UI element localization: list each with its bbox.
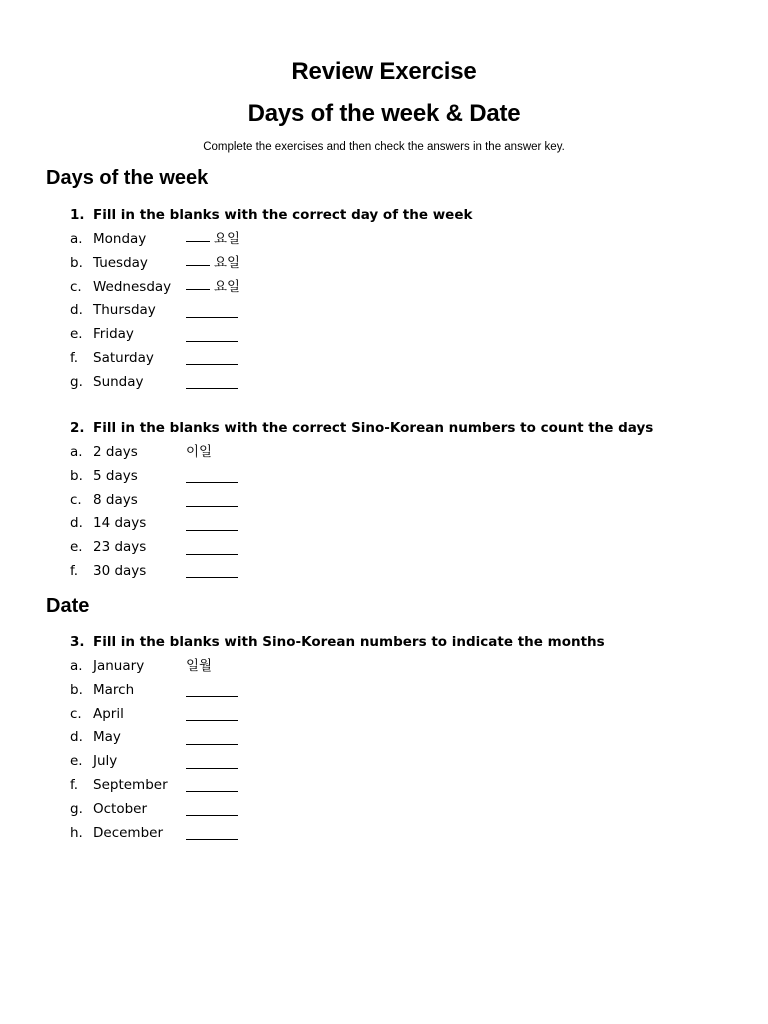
answer-blank[interactable] bbox=[186, 468, 238, 483]
item-letter: e. bbox=[70, 539, 83, 556]
page-title: Review Exercise bbox=[291, 58, 477, 85]
answer-blank[interactable] bbox=[186, 228, 240, 252]
item-letter: g. bbox=[70, 800, 83, 817]
answer-blank[interactable] bbox=[186, 350, 238, 365]
list-item bbox=[70, 299, 750, 323]
item-word: 30 days bbox=[93, 562, 147, 579]
item-word: Friday bbox=[93, 326, 134, 343]
item-letter: c. bbox=[70, 491, 82, 508]
item-letter: c. bbox=[70, 705, 82, 722]
list-item bbox=[70, 347, 750, 371]
question-2 bbox=[70, 415, 750, 584]
item-word: Saturday bbox=[93, 349, 154, 366]
item-letter: a. bbox=[70, 231, 83, 247]
question-prompt: Fill in the blanks with Sino-Korean numbers to indicate the months bbox=[93, 634, 605, 650]
item-letter: b. bbox=[70, 681, 83, 698]
item-word: April bbox=[93, 705, 124, 722]
example-answer: 이일 bbox=[186, 444, 213, 460]
section-heading-days: Days of the week bbox=[46, 167, 209, 189]
answer-blank[interactable] bbox=[186, 754, 238, 769]
item-letter: a. bbox=[70, 444, 83, 460]
item-word: Wednesday bbox=[93, 278, 172, 295]
instructions: Complete the exercises and then check the answers in the answer key. bbox=[203, 141, 565, 153]
item-letter: d. bbox=[70, 729, 83, 746]
list-item bbox=[70, 252, 750, 276]
question-prompt: Fill in the blanks with the correct Sino-Korean numbers to count the days bbox=[93, 420, 654, 436]
list-item bbox=[70, 679, 750, 703]
answer-blank[interactable] bbox=[186, 492, 238, 507]
answer-blank[interactable] bbox=[186, 801, 238, 816]
item-word: 8 days bbox=[93, 491, 138, 508]
list-item bbox=[70, 750, 750, 774]
list-item bbox=[70, 774, 750, 798]
item-word: July bbox=[93, 753, 118, 770]
item-word: December bbox=[93, 824, 164, 841]
item-letter: h. bbox=[70, 824, 83, 841]
question-3 bbox=[70, 629, 750, 845]
item-word: 14 days bbox=[93, 515, 147, 532]
answer-blank[interactable] bbox=[186, 682, 238, 697]
list-item bbox=[70, 371, 750, 395]
section-heading-date: Date bbox=[46, 595, 90, 617]
item-letter: a. bbox=[70, 658, 83, 674]
item-word: 2 days bbox=[93, 444, 138, 460]
question-prompt: Fill in the blanks with the correct day of the week bbox=[93, 207, 473, 223]
item-letter: b. bbox=[70, 467, 83, 484]
list-item bbox=[70, 536, 750, 560]
list-item bbox=[70, 822, 750, 846]
answer-suffix: 요일 bbox=[214, 254, 241, 271]
answer-blank[interactable] bbox=[186, 276, 240, 300]
item-letter: d. bbox=[70, 515, 83, 532]
answer-blank[interactable] bbox=[186, 730, 238, 745]
question-1 bbox=[70, 202, 750, 395]
item-letter: g. bbox=[70, 373, 83, 390]
list-item bbox=[70, 512, 750, 536]
question-number: 1. bbox=[70, 207, 85, 223]
list-item bbox=[70, 655, 750, 679]
item-letter: f. bbox=[70, 776, 79, 793]
item-letter: e. bbox=[70, 753, 83, 770]
item-letter: c. bbox=[70, 278, 82, 295]
item-word: October bbox=[93, 800, 148, 817]
item-word: 5 days bbox=[93, 467, 138, 484]
answer-blank[interactable] bbox=[186, 777, 238, 792]
answer-blank[interactable] bbox=[186, 374, 238, 389]
item-word: January bbox=[93, 658, 145, 674]
example-answer: 일월 bbox=[186, 658, 213, 674]
answer-blank[interactable] bbox=[186, 540, 238, 555]
item-word: March bbox=[93, 681, 135, 698]
answer-blank[interactable] bbox=[186, 563, 238, 578]
list-item bbox=[70, 276, 750, 300]
list-item bbox=[70, 798, 750, 822]
item-word: 23 days bbox=[93, 539, 147, 556]
answer-suffix: 요일 bbox=[214, 278, 241, 295]
item-letter: e. bbox=[70, 326, 83, 343]
list-item bbox=[70, 703, 750, 727]
answer-blank[interactable] bbox=[186, 303, 238, 318]
item-letter: f. bbox=[70, 562, 79, 579]
list-item bbox=[70, 726, 750, 750]
question-number: 3. bbox=[70, 634, 85, 650]
answer-blank[interactable] bbox=[186, 706, 238, 721]
list-item bbox=[70, 441, 750, 465]
page-subtitle: Days of the week & Date bbox=[247, 100, 521, 127]
item-word: Monday bbox=[93, 231, 147, 247]
item-word: May bbox=[93, 729, 121, 746]
item-letter: f. bbox=[70, 349, 79, 366]
item-letter: b. bbox=[70, 254, 83, 271]
question-2-heading bbox=[70, 415, 750, 441]
answer-blank[interactable] bbox=[186, 252, 240, 276]
answer-blank[interactable] bbox=[186, 327, 238, 342]
question-number: 2. bbox=[70, 420, 85, 436]
list-item bbox=[70, 228, 750, 252]
list-item bbox=[70, 489, 750, 513]
item-word: September bbox=[93, 776, 168, 793]
answer-blank[interactable] bbox=[186, 516, 238, 531]
question-3-heading bbox=[70, 629, 750, 655]
answer-blank[interactable] bbox=[186, 825, 238, 840]
item-word: Thursday bbox=[93, 302, 156, 319]
item-word: Sunday bbox=[93, 373, 144, 390]
item-letter: d. bbox=[70, 302, 83, 319]
answer-suffix: 요일 bbox=[214, 231, 241, 247]
question-1-heading bbox=[70, 202, 750, 228]
list-item bbox=[70, 560, 750, 584]
list-item bbox=[70, 323, 750, 347]
item-word: Tuesday bbox=[93, 254, 148, 271]
list-item bbox=[70, 465, 750, 489]
